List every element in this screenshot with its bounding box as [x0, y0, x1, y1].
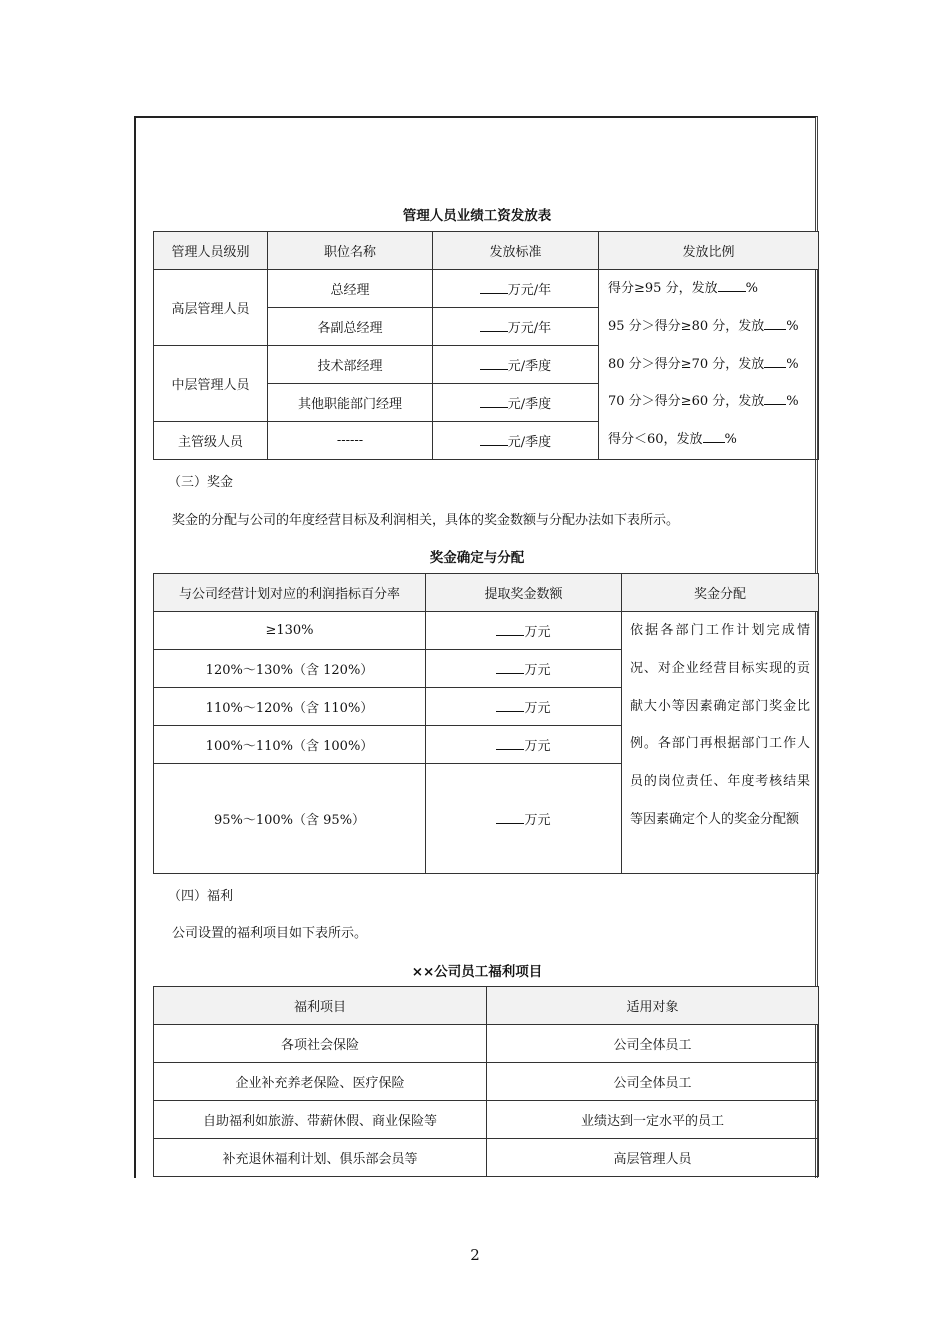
table-row [154, 270, 819, 308]
rate-cell: 110%～120%（含 110%） [154, 688, 426, 726]
ratio-line: 得分≥95 分，发放 % [608, 281, 758, 296]
target-cell: 公司全体员工 [487, 1063, 819, 1101]
position-cell: 其他职能部门经理 [268, 384, 433, 422]
section3-heading: （三）奖金 [168, 475, 234, 490]
position-cell: 技术部经理 [268, 346, 433, 384]
rate-cell: 95%～100%（含 95%） [154, 764, 426, 874]
standard-cell: 元/季度 [433, 346, 599, 384]
standard-cell: 万元/年 [433, 270, 599, 308]
allocation-cell: 依据各部门工作计划完成情况、对企业经营目标实现的贡献大小等因素确定部门奖金比例。各部门再根据部门工作人员的岗位责任、年度考核结果等因素确定个人的奖金分配额 [622, 612, 819, 874]
standard-cell: 元/季度 [433, 422, 599, 460]
amount-cell: 万元 [426, 612, 622, 650]
amount-cell: 万元 [426, 688, 622, 726]
table-row [154, 1101, 819, 1139]
header-standard: 发放标准 [433, 232, 599, 270]
section4-heading: （四）福利 [168, 889, 234, 904]
header-rate: 与公司经营计划对应的利润指标百分率 [154, 574, 426, 612]
level-cell: 主管级人员 [154, 422, 268, 460]
item-cell: 各项社会保险 [154, 1025, 487, 1063]
rate-cell: ≥130% [154, 612, 426, 650]
table3-title: ××公司员工福利项目 [411, 964, 543, 980]
blank-line [480, 282, 508, 294]
rate-cell: 100%～110%（含 100%） [154, 726, 426, 764]
header-level: 管理人员级别 [154, 232, 268, 270]
header-amount: 提取奖金数额 [426, 574, 622, 612]
performance-pay-table [153, 231, 819, 460]
ratio-line: 70 分＞得分≥60 分，发放 % [608, 394, 799, 410]
table-row [154, 1025, 819, 1063]
header-ratio: 发放比例 [599, 232, 819, 270]
header-target: 适用对象 [487, 987, 819, 1025]
table-row [154, 612, 819, 650]
section4-text: 公司设置的福利项目如下表所示。 [172, 926, 368, 941]
header-position: 职位名称 [268, 232, 433, 270]
level-cell: 高层管理人员 [154, 270, 268, 346]
amount-cell: 万元 [426, 726, 622, 764]
item-cell: 企业补充养老保险、医疗保险 [154, 1063, 487, 1101]
header-allocation: 奖金分配 [622, 574, 819, 612]
level-cell: 中层管理人员 [154, 346, 268, 422]
rate-cell: 120%～130%（含 120%） [154, 650, 426, 688]
header-item: 福利项目 [154, 987, 487, 1025]
standard-cell: 元/季度 [433, 384, 599, 422]
position-cell: 总经理 [268, 270, 433, 308]
standard-cell: 万元/年 [433, 308, 599, 346]
section3-text: 奖金的分配与公司的年度经营目标及利润相关，具体的奖金数额与分配办法如下表所示。 [172, 513, 680, 528]
table2-title: 奖金确定与分配 [429, 550, 525, 566]
bonus-table [153, 573, 819, 874]
welfare-table [153, 986, 819, 1177]
table-row [154, 1139, 819, 1177]
ratio-line: 80 分＞得分≥70 分，发放 % [608, 356, 799, 372]
ratio-line: 95 分＞得分≥80 分，发放 % [608, 318, 799, 334]
page-number: 2 [470, 1246, 480, 1264]
table-row [154, 1063, 819, 1101]
position-cell: 各副总经理 [268, 308, 433, 346]
ratio-cell [599, 270, 819, 460]
ratio-line: 得分＜60，发放 % [608, 432, 737, 448]
amount-cell: 万元 [426, 650, 622, 688]
table1-title: 管理人员业绩工资发放表 [402, 208, 552, 224]
target-cell: 公司全体员工 [487, 1025, 819, 1063]
item-cell: 补充退休福利计划、俱乐部会员等 [154, 1139, 487, 1177]
position-cell: ------ [268, 422, 433, 460]
target-cell: 业绩达到一定水平的员工 [487, 1101, 819, 1139]
item-cell: 自助福利如旅游、带薪休假、商业保险等 [154, 1101, 487, 1139]
amount-cell: 万元 [426, 764, 622, 874]
target-cell: 高层管理人员 [487, 1139, 819, 1177]
